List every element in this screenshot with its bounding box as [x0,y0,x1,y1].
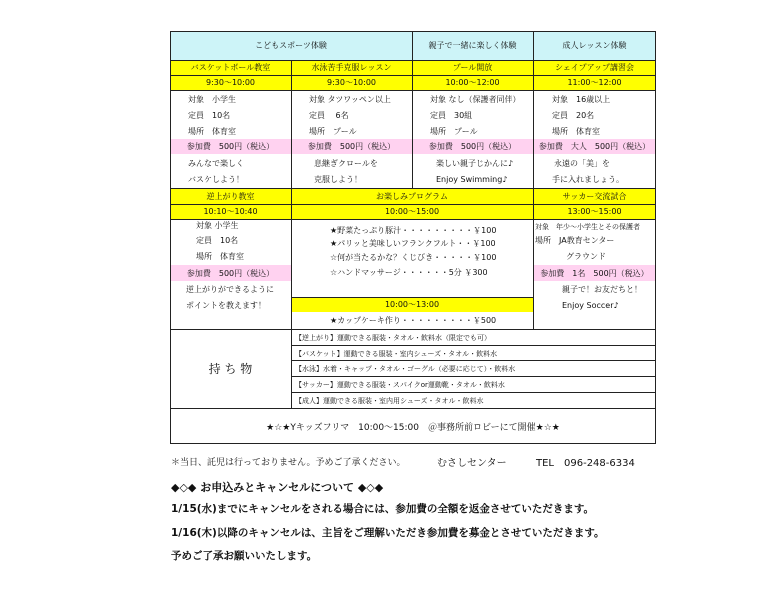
detail-text: 定員 30組 [430,111,473,120]
detail-text: 場所 体育室 [196,252,244,261]
table-border [655,31,656,444]
detail-text: 対象 なし（保護者同伴） [430,95,521,104]
message-text: みんなで楽しく [188,159,244,168]
grid-line [291,297,533,298]
program-title-shapeup: シェイプアップ講習会 [533,60,656,75]
table-border [170,31,171,444]
program-title-soccer: サッカー交流試合 [533,188,656,204]
detail-text: 定員 20名 [552,111,595,120]
grid-line [533,31,534,329]
fee-sakagari: 参加費 500円（税込） [170,265,291,281]
belongings-item: 【逆上がり】運動できる服装・タオル・飲料水（限定でも可） [295,334,491,342]
program-title-otanoshimi: お楽しみプログラム [291,188,533,204]
message-text: Enjoy Soccer♪ [562,301,619,310]
food-item: ★野菜たっぷり豚汁・・・・・・・・・￥100 [330,226,497,235]
grid-line [170,90,656,91]
fee-swimming: 参加費 500円（税込） [291,139,412,154]
program-time-sakagari: 10:10〜10:40 [170,204,291,219]
message-text: 永遠の「美」を [554,159,610,168]
message-text: 逆上がりができるように [186,285,274,294]
cancel-line: 予めご了承お願いいたします。 [171,550,318,562]
grid-line [170,60,656,61]
fee-pool: 参加費 500円（税込） [412,139,533,154]
message-text: 克服しよう！ [314,175,362,184]
grid-line [412,31,413,188]
detail-text: 場所 プール [430,127,478,136]
cancel-line: 1/15(水)までにキャンセルをされる場合には、参加費の全額を返金させていただきます。 [171,503,595,515]
program-time-swimming: 9:30〜10:00 [291,75,412,90]
belongings-item: 【水泳】水着・キャップ・タオル・ゴーグル（必要に応じて）・飲料水 [295,365,516,373]
grid-line [291,376,656,377]
center-tel: TEL 096-248-6334 [536,458,635,469]
grid-line [170,75,656,76]
header-parent-child: 親子で一緒に楽しく体験 [412,31,533,60]
food-item: ☆ハンドマッサージ・・・・・・5分 ￥300 [330,268,488,277]
fee-shapeup: 参加費 大人 500円（税込） [533,139,656,154]
header-adult: 成人レッスン体験 [533,31,656,60]
program-time-soccer: 13:00〜15:00 [533,204,656,219]
message-text: 手に入れましょう。 [552,175,624,184]
cancel-heading: ◆◇◆ お申込みとキャンセルについて ◆◇◆ [171,481,384,494]
program-time-otanoshimi: 10:00〜15:00 [291,204,533,219]
grid-line [170,408,656,409]
detail-text: 場所 プール [309,127,357,136]
grid-line [291,188,292,408]
detail-text: グラウンド [566,252,606,261]
message-text: 親子で！お友だちと！ [562,285,642,294]
table-border [170,31,656,32]
program-time-basketball: 9:30〜10:00 [170,75,291,90]
fee-basketball: 参加費 500円（税込） [170,139,291,154]
fee-soccer: 参加費 1名 500円（税込） [533,265,656,281]
detail-text: 場所 体育室 [188,127,236,136]
program-title-sakagari: 逆上がり教室 [170,188,291,204]
grid-line [291,345,656,346]
cancel-line: 1/16(木)以降のキャンセルは、主旨をご理解いただき参加費を募金とさせていただきます。 [171,527,605,539]
detail-text: 対象 年少〜小学生とその保護者 [535,223,640,231]
message-text: 息継ぎクロールを [314,159,378,168]
food-item: ★パリッと美味しいフランクフルト・・￥100 [330,239,496,248]
belongings-item: 【サッカー】運動できる服装・スパイクor運動靴・タオル・飲料水 [295,381,505,389]
message-text: バスケしよう！ [188,175,244,184]
header-kids-sports: こどもスポーツ体験 [170,31,412,60]
food-item: ☆何が当たるかな？くじびき・・・・・￥100 [330,253,497,262]
grid-line [170,219,656,220]
detail-text: 場所 JA教育センター [535,236,615,245]
detail-text: 定員 10名 [196,236,239,245]
program-title-pool: プール開放 [412,60,533,75]
grid-line [170,204,656,205]
belongings-item: 【成人】運動できる服装・室内用シューズ・タオル・飲料水 [295,397,484,405]
nursery-note: ＊当日、託児は行っておりません。予めご了承ください。 [171,458,406,468]
detail-text: 対象 16歳以上 [552,95,611,104]
detail-text: 定員 10名 [188,111,231,120]
event-table [170,31,656,444]
program-title-basketball: バスケットボール教室 [170,60,291,75]
detail-text: 対象 小学生 [196,221,239,230]
detail-text: 定員 6名 [309,111,349,120]
grid-line [170,188,656,189]
grid-line [170,329,656,330]
program-time-shapeup: 11:00〜12:00 [533,75,656,90]
belongings-item: 【バスケット】運動できる服装・室内シューズ・タオル・飲料水 [295,350,498,358]
belongings-label: 持 ち 物 [208,361,253,376]
grid-line [291,360,656,361]
grid-line [291,60,292,188]
food-item: ★カップケーキ作り・・・・・・・・・￥500 [330,316,497,325]
program-time-cupcake: 10:00〜13:00 [291,297,533,312]
detail-text: 対象 小学生 [188,95,236,104]
grid-line [291,392,656,393]
center-name: むさしセンター [437,458,507,469]
message-text: Enjoy Swimming♪ [436,175,508,184]
detail-text: 場所 体育室 [552,127,600,136]
message-text: 楽しい親子じかんに♪ [436,159,514,168]
program-time-pool: 10:00〜12:00 [412,75,533,90]
table-border [170,443,656,444]
program-title-swimming: 水泳苦手克服レッスン [291,60,412,75]
message-text: ポイントを教えます！ [186,301,266,310]
detail-text: 対象 タツワッペン以上 [309,95,391,104]
flea-market-banner: ★☆★Yキッズフリマ 10:00〜15:00 ＠事務所前ロビーにて開催★☆★ [266,423,560,433]
